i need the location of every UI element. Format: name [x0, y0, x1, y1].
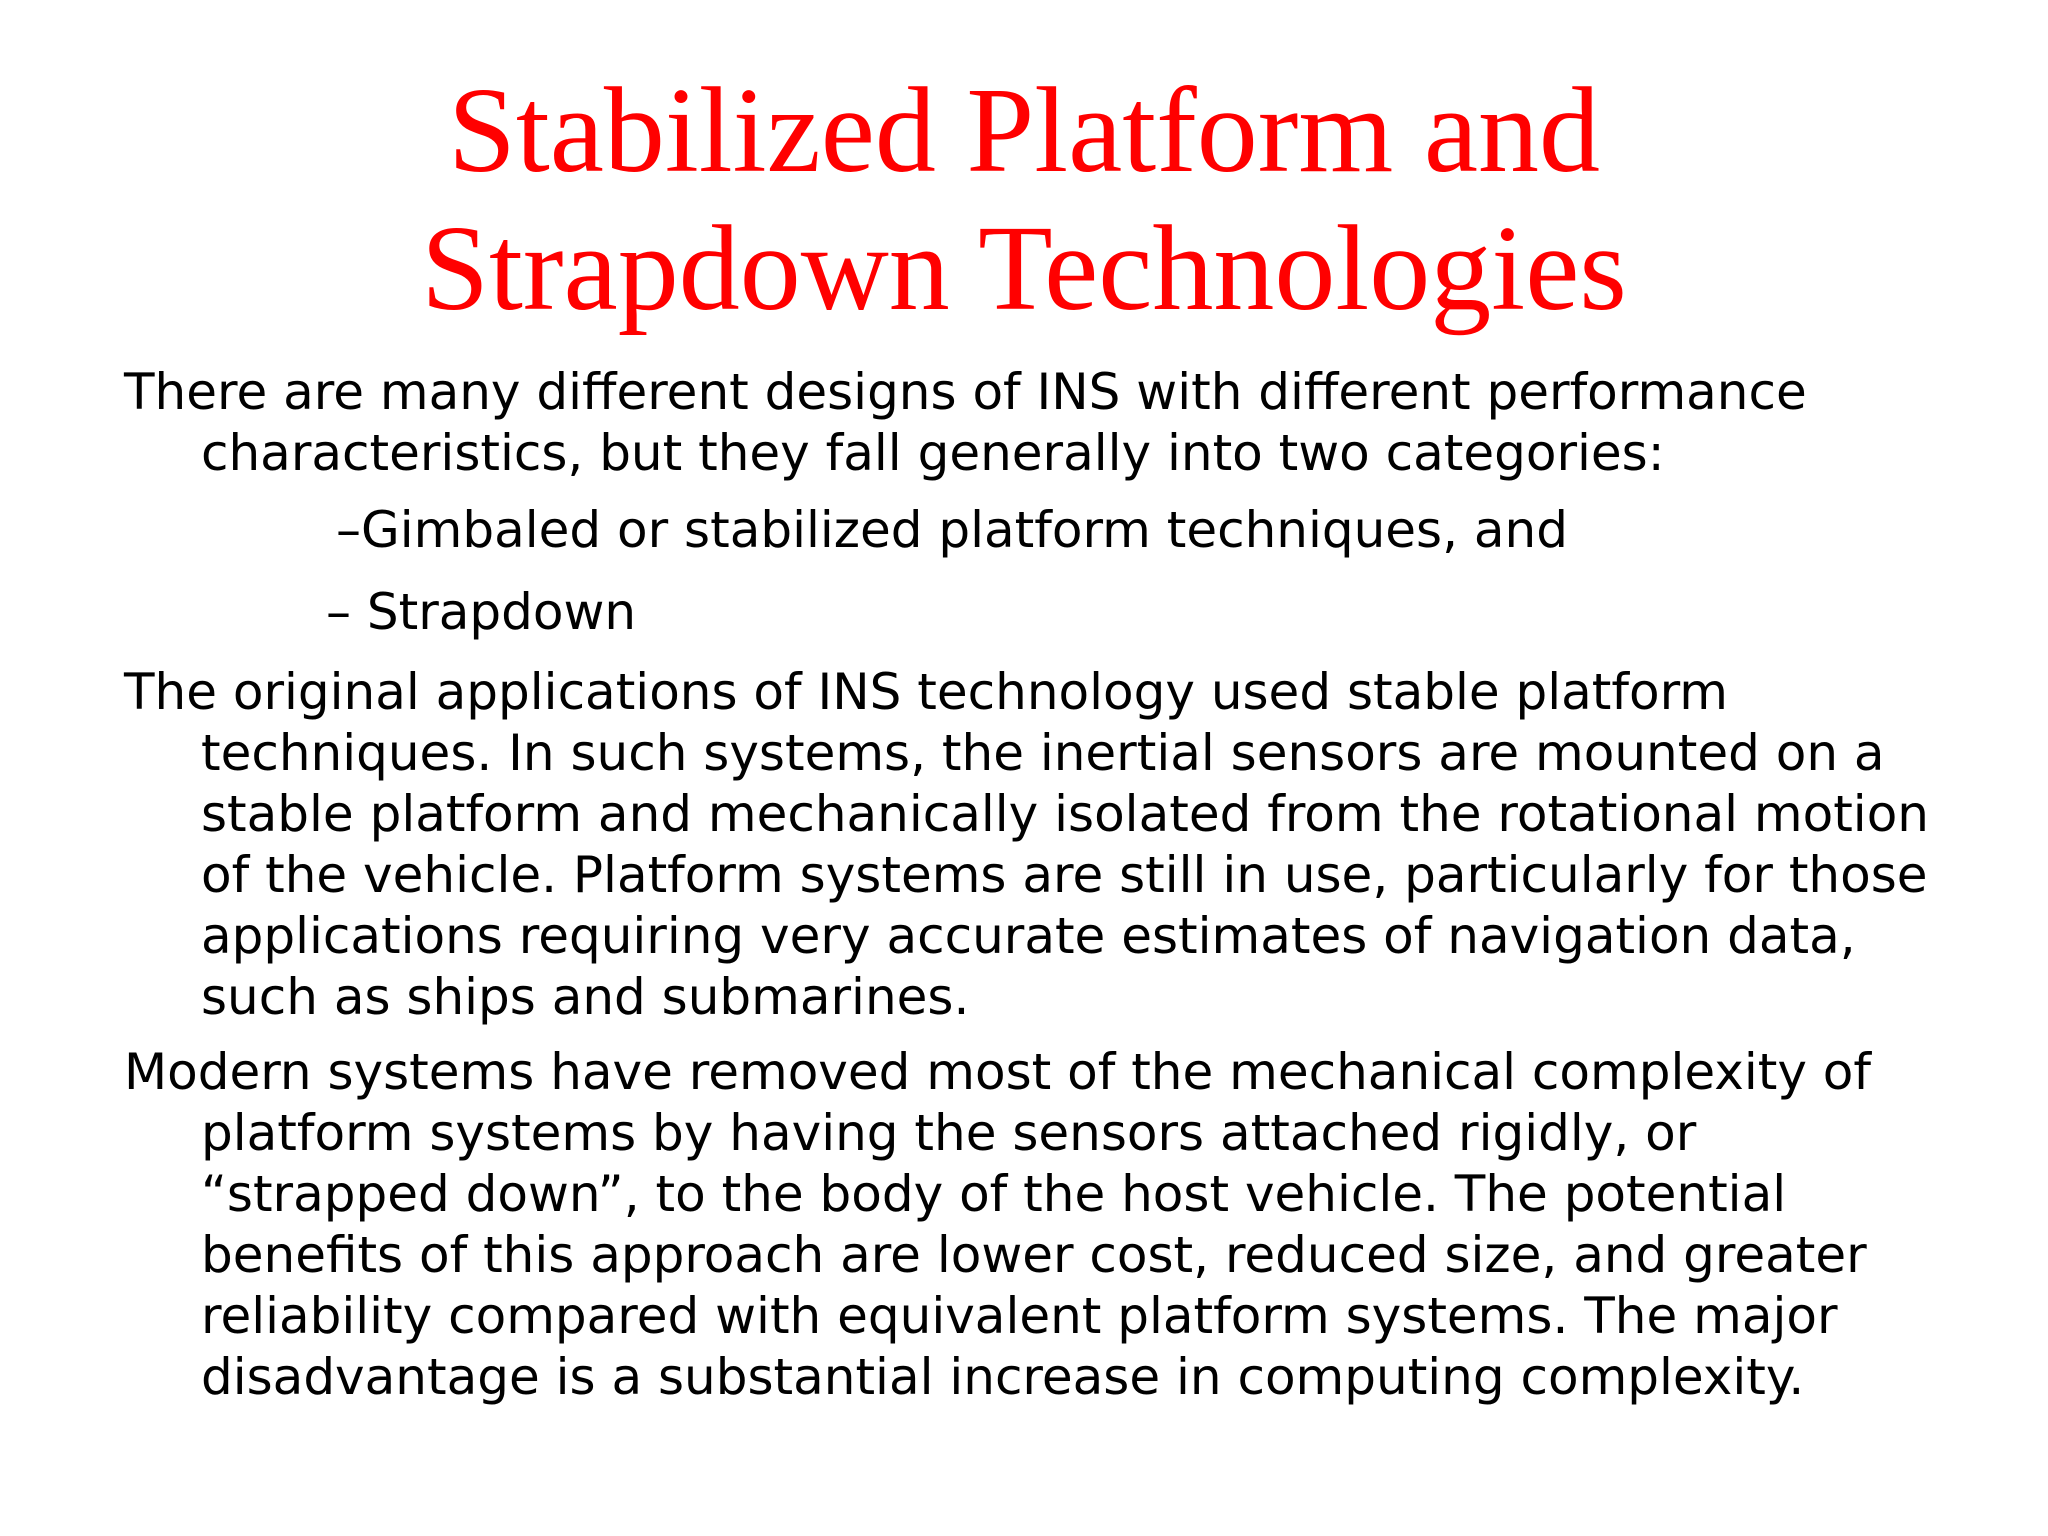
- slide-title: [0, 62, 2048, 338]
- title-line-2: Strapdown Technologies: [421, 201, 1627, 336]
- paragraph-stable-platform: The original applications of INS technology used stable platform techniques. In such systems, the inertial sensors are mounted on a stable platform and mechanically isolated from the rotational motion of the vehicle. Platform systems are still in use, particularly for those applications requiring very accurate estimates of navigation data, such as ships and submarines.: [124, 663, 1929, 1026]
- paragraph-modern-systems: Modern systems have removed most of the mechanical complexity of platform systems by having the sensors attached rigidly, or “strapped down”, to the body of the host vehicle. The potential benefits of this approach are lower cost, reduced size, and greater reliability compared with equivalent platform systems. The major disadvantage is a substantial increase in computing complexity.: [124, 1043, 1871, 1406]
- paragraph-categories: There are many different designs of INS with different performance characteristics, but they fall generally into two categories:: [124, 363, 1807, 482]
- title-line-1: Stabilized Platform and: [448, 63, 1600, 198]
- bullet-gimbaled: –Gimbaled or stabilized platform techniques, and: [336, 501, 1568, 559]
- slide-body: [124, 362, 1944, 1408]
- bullet-strapdown: – Strapdown: [326, 583, 637, 641]
